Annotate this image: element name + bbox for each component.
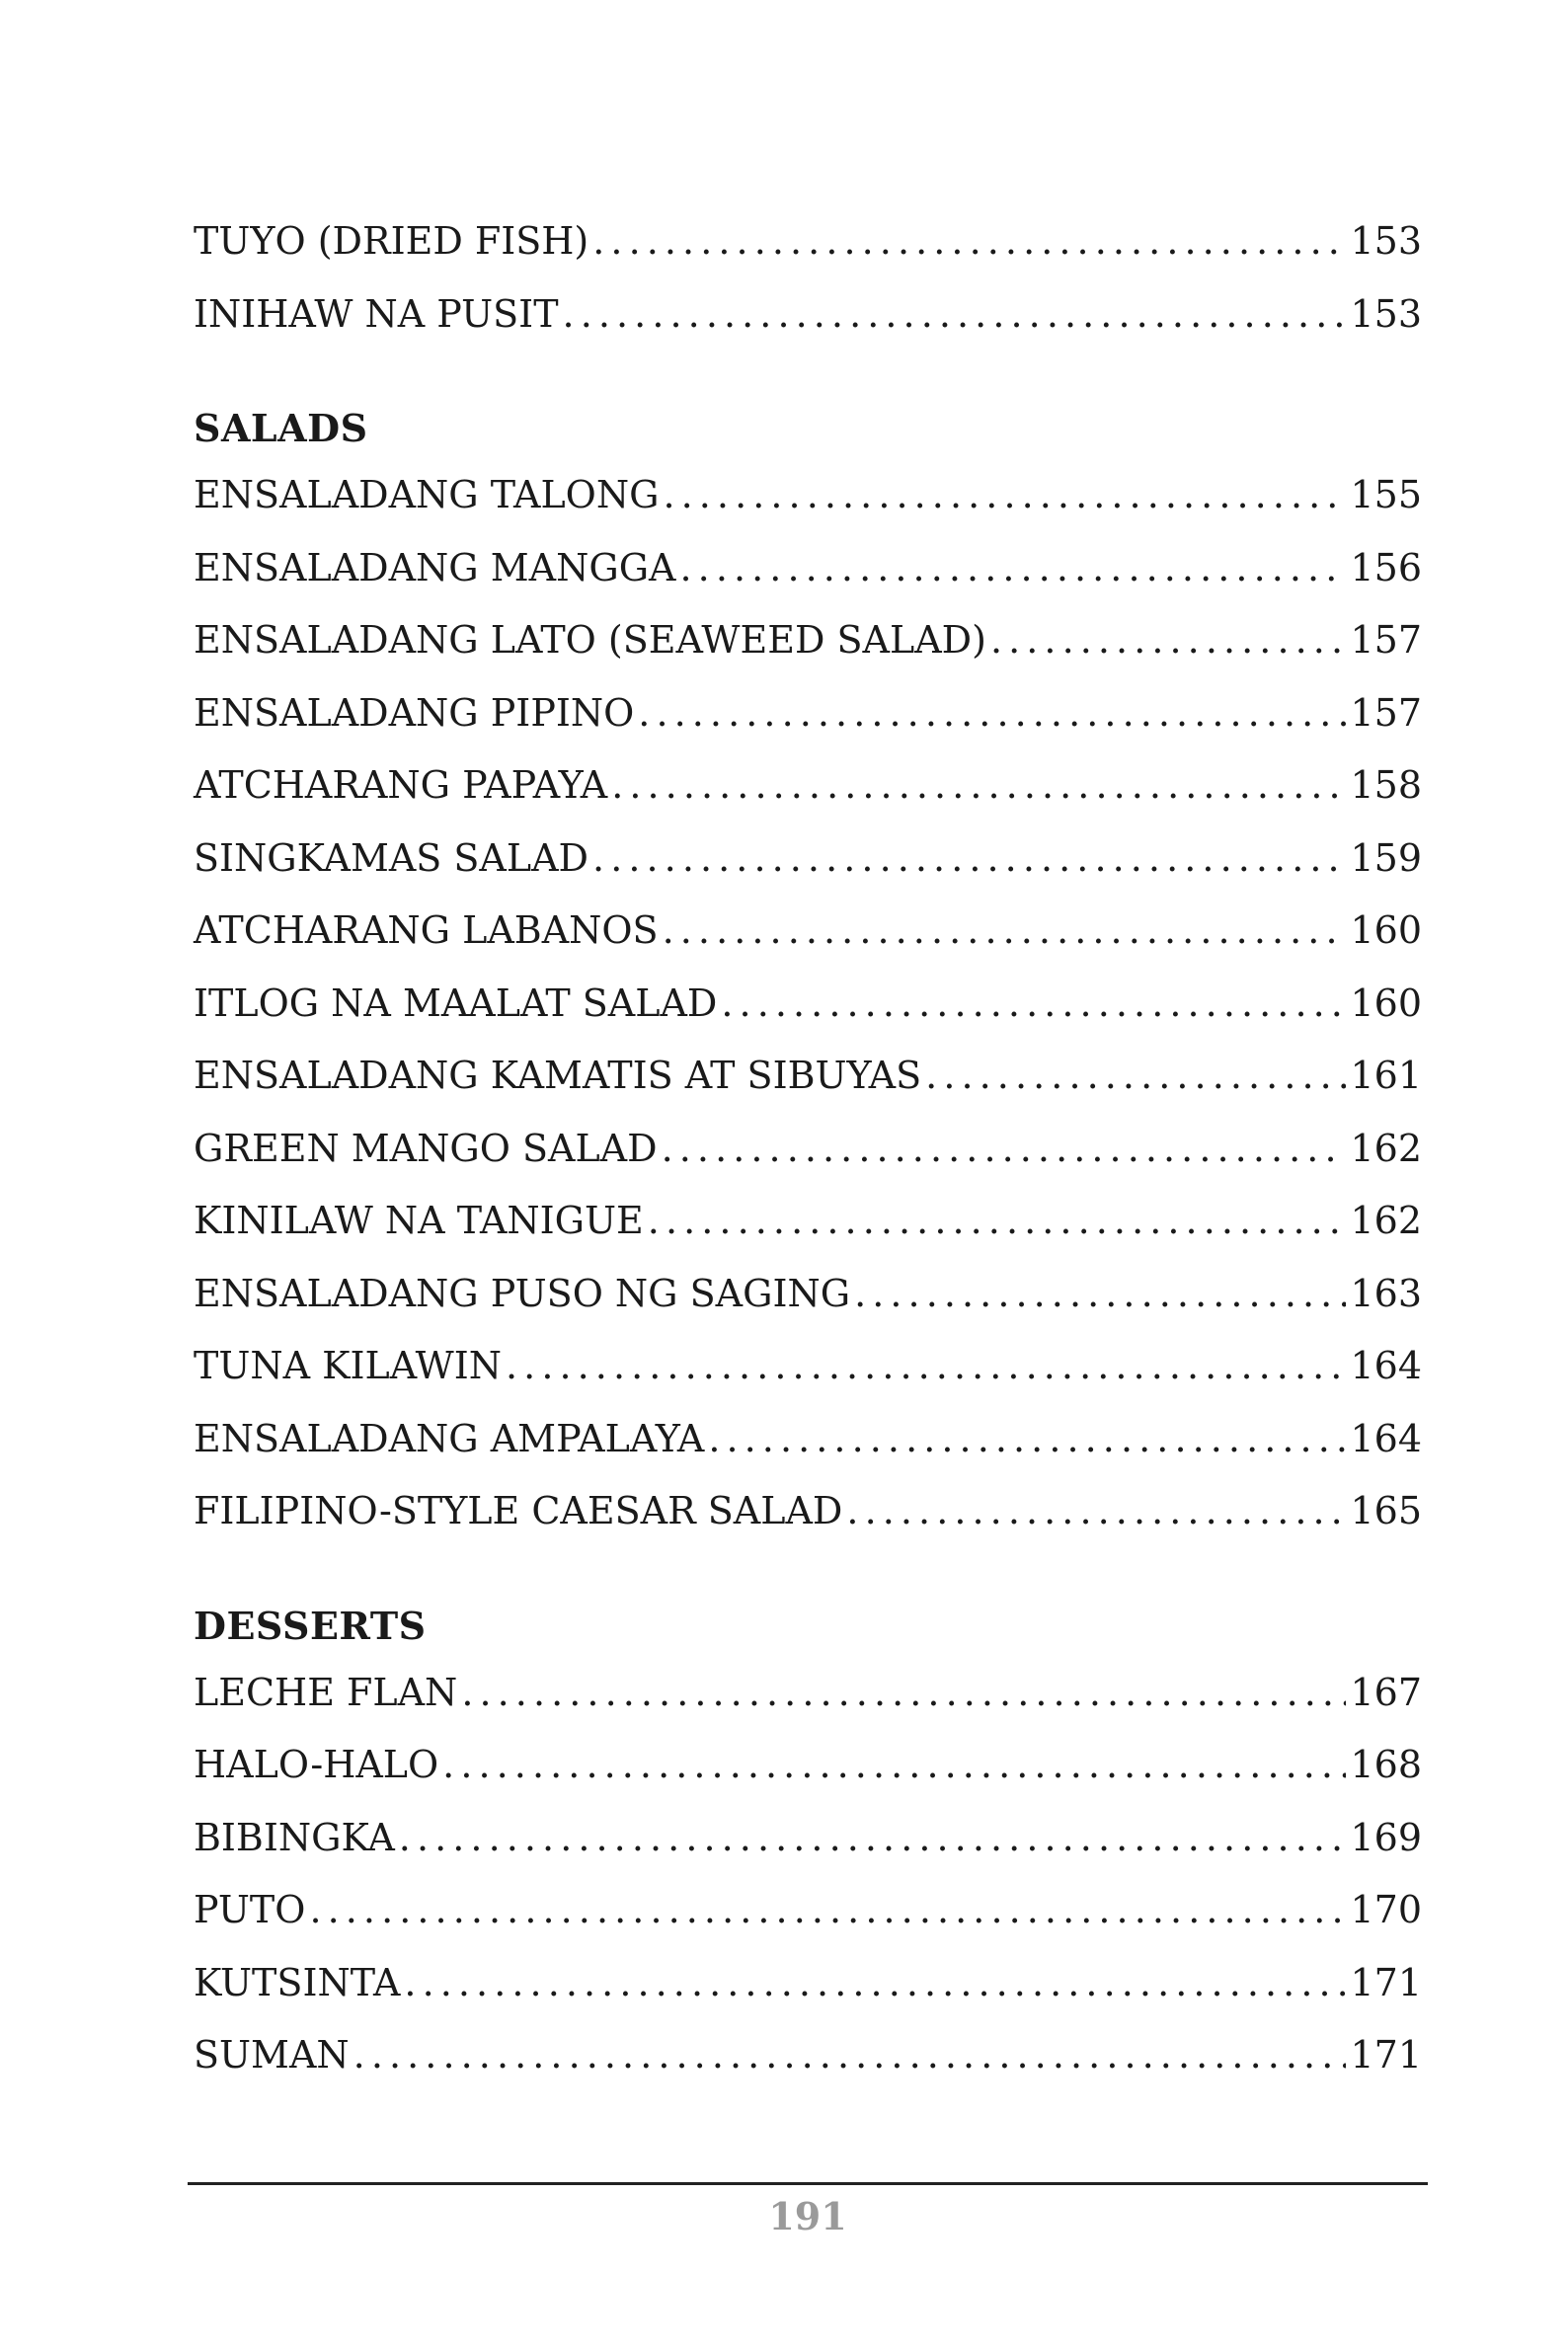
toc-entry-title: KINILAW NA TANIGUE [194,1199,644,1242]
toc-entry[interactable] [194,895,1422,968]
toc-section-salads [194,398,1422,1548]
toc-entry-page: 165 [1350,1489,1422,1532]
toc-dot-leader [353,2019,1347,2092]
toc-dot-leader [846,1475,1346,1548]
toc-entry-page: 160 [1350,908,1422,952]
toc-dot-leader [680,532,1347,605]
toc-dot-leader [990,604,1347,677]
toc-entry-page: 160 [1350,980,1422,1025]
toc-dot-leader [925,1040,1346,1113]
toc-entry[interactable] [194,1330,1422,1403]
toc-entry-page: 157 [1350,618,1422,662]
toc-entry[interactable] [194,677,1422,750]
toc-dot-leader [399,1802,1347,1875]
toc-entry-page: 162 [1350,1199,1422,1242]
toc-entry[interactable] [194,1185,1422,1258]
toc-entry[interactable] [194,749,1422,823]
toc-dot-leader [708,1403,1346,1476]
section-heading: SALADS [194,406,368,450]
toc-entry-title: ENSALADANG LATO (SEAWEED SALAD) [194,618,986,662]
toc-entry-title: ENSALADANG AMPALAYA [194,1416,705,1460]
toc-entry[interactable] [194,459,1422,532]
toc-entry-page: 171 [1350,2033,1422,2077]
toc-entry-page: 158 [1350,763,1422,807]
toc-dot-leader [721,968,1346,1041]
toc-entry[interactable] [194,1874,1422,1947]
toc-dot-leader [442,1729,1346,1802]
toc-entry[interactable] [194,205,1422,278]
toc-entry-page: 153 [1350,291,1422,336]
toc-entry-title: KUTSINTA [194,1960,401,2004]
toc-entry[interactable] [194,532,1422,605]
toc-dot-leader [404,1947,1346,2020]
toc-entry-page: 164 [1350,1416,1422,1460]
toc-section-seafood [194,205,1422,351]
toc-entry[interactable] [194,278,1422,352]
toc-entry-page: 167 [1350,1670,1422,1714]
toc-entry[interactable] [194,1040,1422,1113]
toc-entry-page: 153 [1350,219,1422,263]
toc-entry-page: 163 [1350,1271,1422,1315]
toc-entry[interactable] [194,823,1422,896]
toc-entry-page: 164 [1350,1344,1422,1387]
toc-dot-leader [663,895,1347,968]
toc-entry[interactable] [194,1802,1422,1875]
toc-entry-title: ATCHARANG PAPAYA [194,763,608,807]
toc-entry-title: ITLOG NA MAALAT SALAD [194,980,718,1025]
toc-entry-page: 170 [1350,1888,1422,1931]
toc-entry-title: TUNA KILAWIN [194,1344,502,1387]
toc-dot-leader [461,1657,1346,1730]
toc-entry-page: 159 [1350,835,1422,880]
toc-entry-title: ENSALADANG PIPINO [194,690,635,735]
toc-entry-title: INIHAW NA PUSIT [194,291,559,336]
toc-entry[interactable] [194,1475,1422,1548]
toc-entry[interactable] [194,1657,1422,1730]
toc-entry[interactable] [194,968,1422,1041]
toc-entry-page: 168 [1350,1743,1422,1786]
toc-entry-title: ATCHARANG LABANOS [194,908,659,952]
toc-dot-leader [506,1330,1346,1403]
toc-entry-title: PUTO [194,1888,306,1931]
toc-entry[interactable] [194,604,1422,677]
toc-entry-title: ENSALADANG MANGGA [194,545,676,589]
toc-entry-page: 157 [1350,690,1422,735]
toc-entry-title: LECHE FLAN [194,1670,458,1714]
toc-dot-leader [592,823,1346,896]
toc-dot-leader [563,278,1347,352]
toc-dot-leader [854,1258,1346,1331]
toc-entry[interactable] [194,2019,1422,2092]
toc-dot-leader [662,1113,1347,1186]
toc-entry-title: SINGKAMAS SALAD [194,835,589,880]
toc-entry-page: 169 [1350,1815,1422,1859]
page-number: 191 [768,2194,847,2238]
toc-entry[interactable] [194,1113,1422,1186]
toc-entry[interactable] [194,1258,1422,1331]
toc-dot-leader [592,205,1346,278]
toc-entry-title: FILIPINO-STYLE CAESAR SALAD [194,1489,843,1532]
toc-entry-title: BIBINGKA [194,1815,395,1859]
toc-dot-leader [611,749,1346,823]
section-heading: DESSERTS [194,1603,427,1648]
toc-entry-page: 162 [1350,1126,1422,1170]
toc-entry[interactable] [194,1947,1422,2020]
footer-divider [188,2182,1428,2185]
toc-entry-page: 171 [1350,1960,1422,2004]
toc-dot-leader [648,1185,1347,1258]
toc-entry-title: SUMAN [194,2033,350,2077]
table-of-contents [194,205,1422,2092]
toc-entry-page: 156 [1350,545,1422,589]
toc-entry-page: 155 [1350,473,1422,516]
toc-dot-leader [638,677,1346,750]
toc-entry[interactable] [194,1729,1422,1802]
toc-entry-page: 161 [1350,1054,1422,1097]
toc-entry[interactable] [194,1403,1422,1476]
toc-entry-title: HALO-HALO [194,1743,439,1786]
toc-entry-title: GREEN MANGO SALAD [194,1126,658,1170]
toc-dot-leader [663,459,1346,532]
toc-entry-title: ENSALADANG TALONG [194,473,660,516]
toc-section-desserts [194,1596,1422,2092]
toc-entry-title: TUYO (DRIED FISH) [194,219,589,263]
toc-entry-title: ENSALADANG PUSO NG SAGING [194,1271,851,1315]
toc-entry-title: ENSALADANG KAMATIS AT SIBUYAS [194,1054,922,1097]
toc-dot-leader [309,1874,1346,1947]
